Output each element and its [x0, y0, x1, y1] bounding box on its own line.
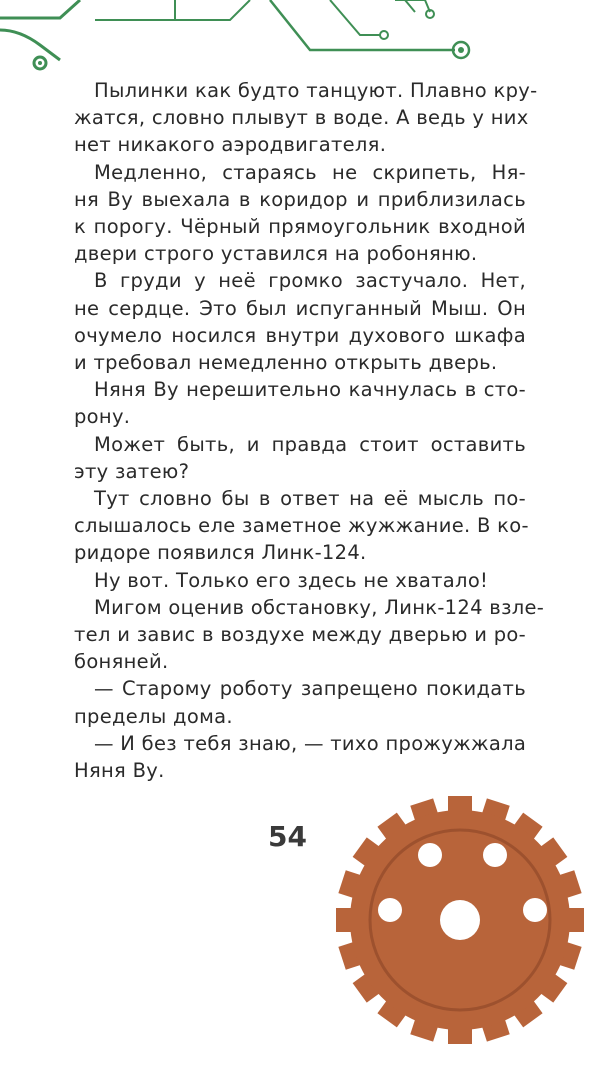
paragraph	[74, 431, 526, 485]
text-line: Пылинки как будто танцуют. Плавно кру-	[94, 79, 538, 102]
text-line: не сердце. Это был испуганный Мыш. Он	[74, 296, 526, 320]
paragraph	[74, 77, 538, 159]
text-line: пределы дома.	[74, 704, 233, 728]
text-line: Ну вот. Только его здесь не хватало!	[94, 568, 489, 592]
text-line: Мигом оценив обстановку, Линк-124 взле-	[94, 595, 545, 619]
paragraph	[74, 594, 545, 676]
text-line: Няня Ву нерешительно качнулась в сто-	[94, 378, 526, 402]
text-line: В груди у неё громко застучало. Нет,	[94, 269, 526, 293]
text-line: тел и завис в воздухе между дверью и ро-	[74, 623, 526, 647]
text-line: двери строго уставился на робоняню.	[74, 242, 478, 266]
text-line: Медленно, стараясь не скрипеть, Ня-	[94, 160, 526, 184]
text-line: Тут словно бы в ответ на её мысль по-	[94, 487, 526, 511]
text-line: слышалось еле заметное жужжание. В ко-	[74, 514, 529, 538]
paragraph	[74, 567, 526, 594]
body-text	[74, 77, 545, 784]
text-line: Может быть, и правда стоит оставить	[94, 432, 526, 456]
text-line: — И без тебя знаю, — тихо прожужжала	[94, 731, 527, 755]
paragraph	[74, 485, 529, 567]
text-line: Няня Ву.	[74, 759, 165, 783]
text-line: жатся, словно плывут в воде. А ведь у них	[74, 106, 529, 130]
text-line: ня Ву выехала в коридор и приблизилась	[74, 187, 526, 211]
text-line: боняней.	[74, 650, 169, 674]
text-line: нет никакого аэродвигателя.	[74, 133, 387, 157]
page-number: 54	[268, 820, 307, 853]
paragraph	[74, 376, 526, 430]
text-line: рону.	[74, 405, 131, 429]
paragraph	[74, 267, 526, 376]
text-line: — Старому роботу запрещено покидать	[94, 677, 526, 701]
circuit-decoration	[0, 0, 600, 80]
gear-icon	[300, 760, 600, 1080]
paragraph	[74, 675, 526, 729]
text-line: ридоре появился Линк-124.	[74, 541, 367, 565]
paragraph	[74, 159, 526, 268]
text-line: и требовал немедленно открыть дверь.	[74, 351, 498, 375]
text-line: очумело носился внутри духового шкафа	[74, 323, 526, 347]
text-line: к порогу. Чёрный прямоугольник входной	[74, 215, 526, 239]
text-line: эту затею?	[74, 459, 190, 483]
